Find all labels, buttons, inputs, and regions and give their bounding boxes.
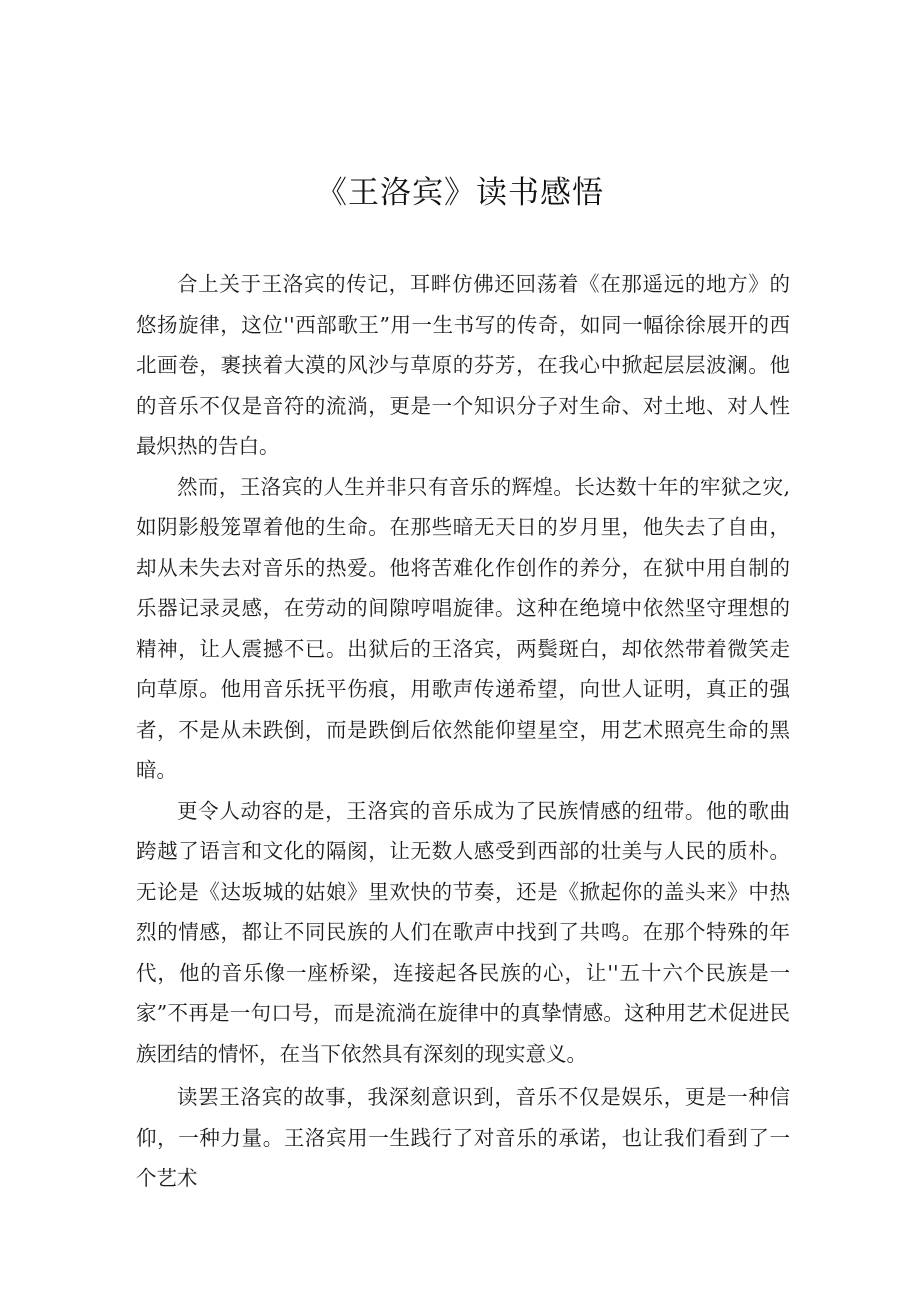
paragraph-2: 然而，王洛宾的人生并非只有音乐的辉煌。长达数十年的牢狱之灾,如阴影般笼罩着他的生命。在那些暗无天日的岁月里，他失去了自由，却从未失去对音乐的热爱。他将苦难化作创作的养分，在狱中用自制的乐器记录灵感，在劳动的间隙哼唱旋律。这种在绝境中依然坚守理想的精神，让人震撼不已。出狱后的王洛宾，两鬓斑白，却依然带着微笑走向草原。他用音乐抚平伤痕，用歌声传递希望，向世人证明，真正的强者，不是从未跌倒，而是跌倒后依然能仰望星空，用艺术照亮生命的黑暗。 bbox=[136, 474, 790, 782]
paragraph-1: 合上关于王洛宾的传记，耳畔仿佛还回荡着《在那遥远的地方》的悠扬旋律，这位''西部歌王”用一生书写的传奇，如同一幅徐徐展开的西北画卷，裹挟着大漠的风沙与草原的芬芳，在我心中掀起层层波澜。他的音乐不仅是音符的流淌，更是一个知识分子对生命、对土地、对人性最炽热的告白。 bbox=[136, 272, 790, 458]
document-body bbox=[136, 264, 790, 1199]
paragraph-3: 更令人动容的是，王洛宾的音乐成为了民族情感的纽带。他的歌曲跨越了语言和文化的隔阂，让无数人感受到西部的壮美与人民的质朴。无论是《达坂城的姑娘》里欢快的节奏，还是《掀起你的盖头来》中热烈的情感，都让不同民族的人们在歌声中找到了共鸣。在那个特殊的年代，他的音乐像一座桥梁，连接起各民族的心，让''五十六个民族是一家”不再是一句口号，而是流淌在旋律中的真挚情感。这种用艺术促进民族团结的情怀，在当下依然具有深刻的现实意义。 bbox=[136, 798, 790, 1066]
page-title: 《王洛宾》读书感悟 bbox=[316, 175, 604, 211]
paragraph-4: 读罢王洛宾的故事，我深刻意识到，音乐不仅是娱乐，更是一种信仰，一种力量。王洛宾用一生践行了对音乐的承诺，也让我们看到了一个艺术 bbox=[136, 1085, 790, 1190]
